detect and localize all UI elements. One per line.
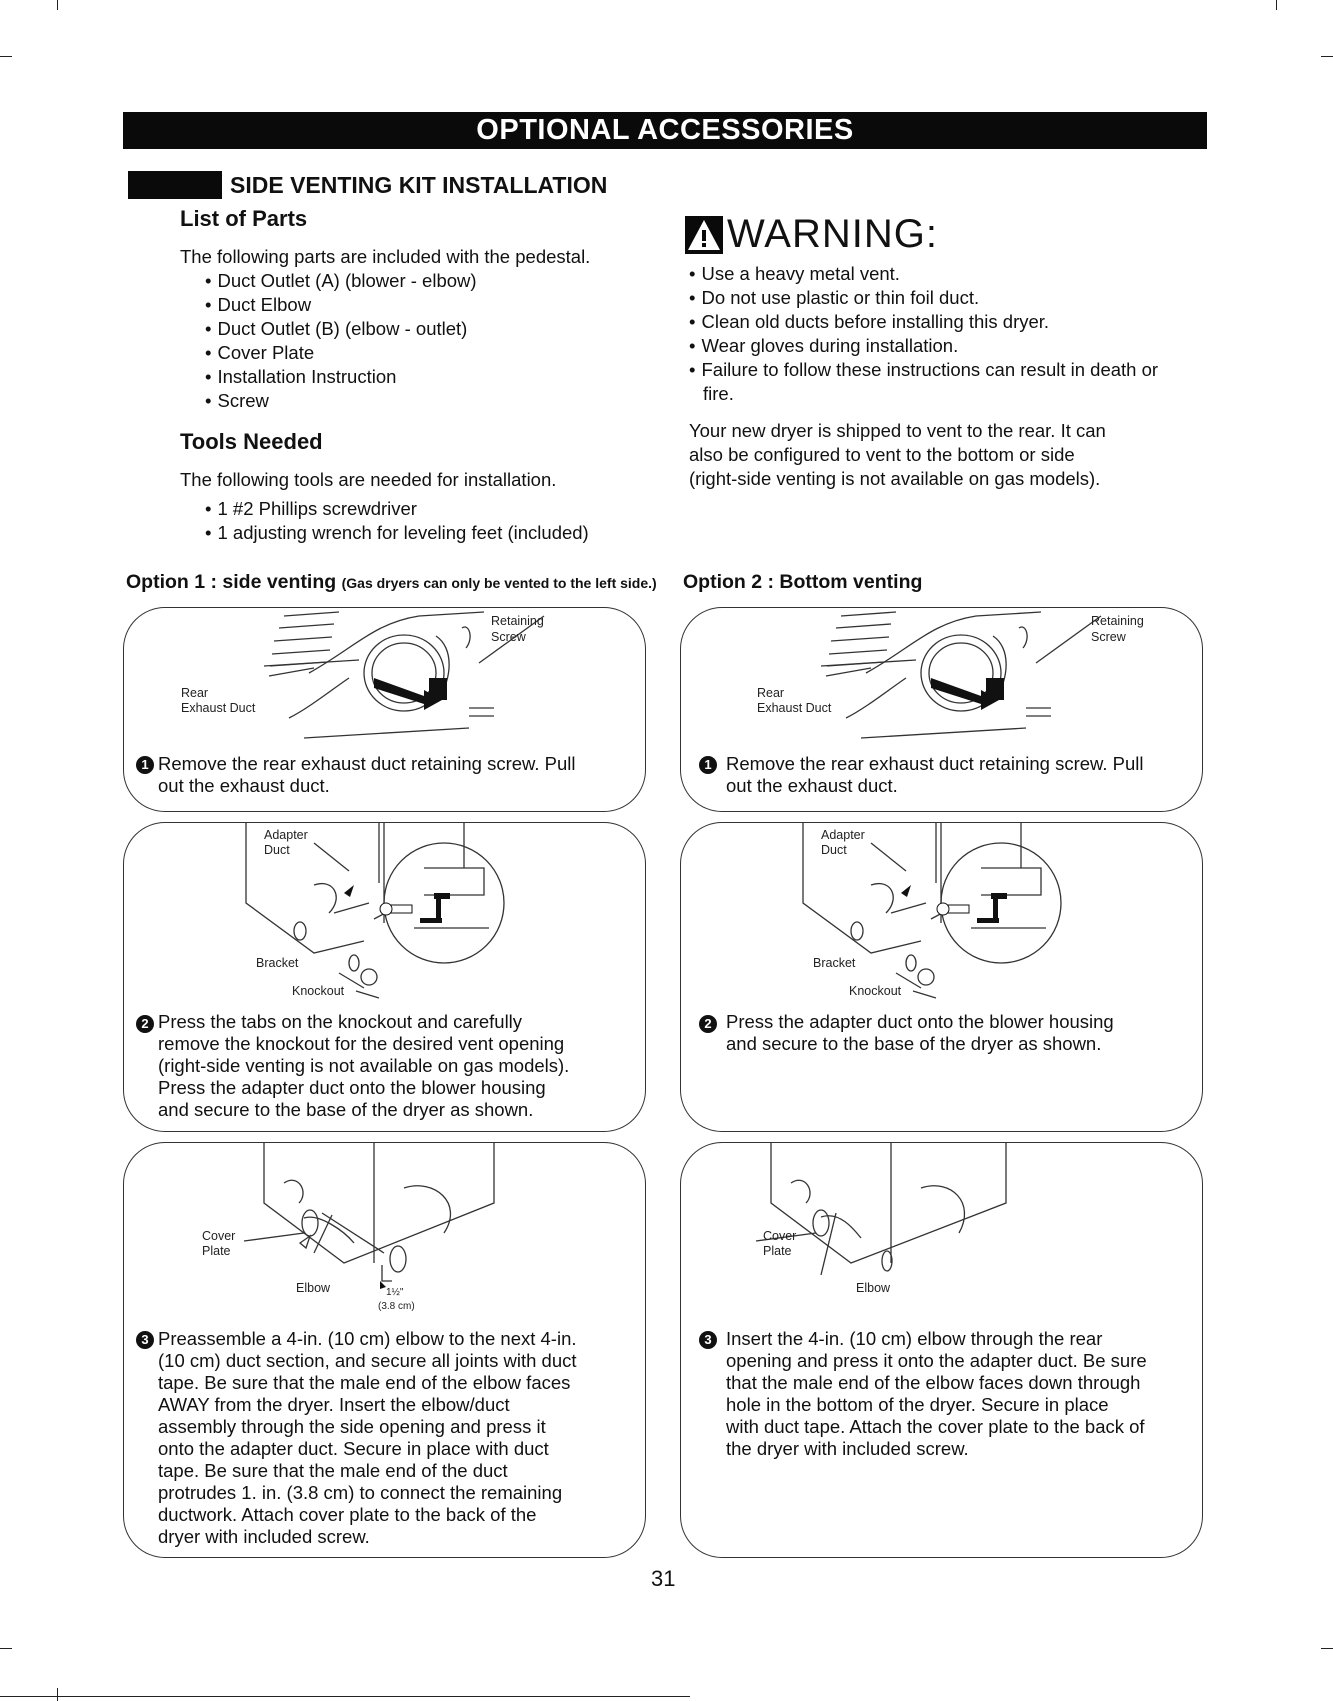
list-item: • Wear gloves during installation. [689,334,1194,358]
bracket-label: Bracket [256,956,299,970]
warning-title [685,212,938,256]
duct-label: Duct [264,843,290,857]
option1-title [126,571,657,594]
warning-note-line: Your new dryer is shipped to vent to the rear. It can [689,420,1106,441]
step-line: tape. Be sure that the male end of the duct [158,1460,508,1481]
cover-label: Cover [202,1229,236,1243]
cover-label: Cover [763,1229,797,1243]
step-line: Insert the 4-in. (10 cm) elbow through the rear [726,1328,1103,1349]
step-line: tape. Be sure that the male end of the elbow faces [158,1372,571,1393]
step-line: ductwork. Attach cover plate to the back of the [158,1504,537,1525]
step-number: 1 [136,756,154,774]
list-item: • 1 adjusting wrench for leveling feet (included) [205,521,589,545]
step-line: onto the adapter duct. Secure in place with duct [158,1438,549,1459]
step-number: 3 [136,1331,154,1349]
option2-step3-panel [680,1142,1203,1558]
step-text [726,1328,1147,1460]
crop-mark [0,1696,690,1697]
exhaust-duct-label: Exhaust Duct [181,701,256,715]
rear-label: Rear [757,686,785,700]
list-item: • Duct Outlet (A) (blower - elbow) [205,269,477,293]
screw-label: Screw [491,630,526,644]
step-line: Remove the rear exhaust duct retaining screw. Pull [158,753,576,774]
step-line: Press the adapter duct onto the blower housing [158,1077,546,1098]
page-number: 31 [651,1566,676,1591]
step-line: opening and press it onto the adapter duct. Be sure [726,1350,1147,1371]
list-item: • Use a heavy metal vent. [689,262,1194,286]
step-line: Press the adapter duct onto the blower housing [726,1011,1114,1032]
tools-heading: Tools Needed [180,429,323,454]
step-line: Preassemble a 4-in. (10 cm) elbow to the next 4-in. [158,1328,577,1349]
list-item: • Duct Outlet (B) (elbow - outlet) [205,317,477,341]
step-line: protrudes 1. in. (3.8 cm) to connect the remaining [158,1482,563,1503]
option1-step2-panel [123,822,646,1132]
duct-label: Duct [821,843,847,857]
warning-note-line: (right-side venting is not available on gas models). [689,468,1101,489]
step-text [726,753,1144,797]
list-item: • Do not use plastic or thin foil duct. [689,286,1194,310]
plate-label: Plate [763,1244,792,1258]
option2-step2-panel [680,822,1203,1132]
step-number: 1 [699,756,717,774]
crop-mark [57,1688,58,1701]
rear-label: Rear [181,686,209,700]
knockout-label: Knockout [849,984,902,998]
section-title-text: SIDE VENTING KIT INSTALLATION [230,172,608,198]
step-text [158,1011,569,1121]
step-text [158,1328,577,1548]
crop-mark [1321,56,1333,57]
parts-intro: The following parts are included with the pedestal. [180,246,591,267]
step-line: the dryer with included screw. [726,1438,969,1459]
warning-note [689,419,1106,491]
step-line: (right-side venting is not available on gas models). [158,1055,570,1076]
tools-intro: The following tools are needed for installation. [180,469,557,490]
parts-list [205,269,477,413]
option1-step3-panel [123,1142,646,1558]
option1-title-text: Option 1 : side venting [126,571,337,593]
crop-mark [0,1648,12,1649]
crop-mark [57,0,58,10]
step-line: assembly through the side opening and press it [158,1416,546,1437]
step-line: (10 cm) duct section, and secure all joints with duct [158,1350,577,1371]
option1-step1-panel [123,607,646,812]
step-line: and secure to the base of the dryer as shown. [158,1099,534,1120]
warning-icon [685,216,723,254]
warning-note-line: also be configured to vent to the bottom or side [689,444,1075,465]
exhaust-duct-label: Exhaust Duct [757,701,832,715]
step-line: and secure to the base of the dryer as shown. [726,1033,1102,1054]
list-item: • 1 #2 Phillips screwdriver [205,497,589,521]
section-marker [128,171,222,199]
retaining-label: Retaining [491,614,544,628]
step-line: AWAY from the dryer. Insert the elbow/duct [158,1394,510,1415]
knockout-label: Knockout [292,984,345,998]
step-line: Press the tabs on the knockout and carefully [158,1011,523,1032]
list-item: • Installation Instruction [205,365,477,389]
step-line: out the exhaust duct. [726,775,898,796]
step-number: 3 [699,1331,717,1349]
dimension-label: 1½" [386,1287,404,1298]
warning-list [689,262,1194,406]
option1-note: (Gas dryers can only be vented to the left side.) [341,575,657,591]
list-item: • Clean old ducts before installing this dryer. [689,310,1194,334]
step-line: that the male end of the elbow faces down through [726,1372,1141,1393]
dimension-metric-label: (3.8 cm) [378,1301,415,1312]
step-line: out the exhaust duct. [158,775,330,796]
option2-step1-panel [680,607,1203,812]
list-item: • Screw [205,389,477,413]
step-number: 2 [136,1015,154,1033]
crop-mark [1276,0,1277,10]
list-item: • Cover Plate [205,341,477,365]
step-line: dryer with included screw. [158,1526,370,1547]
option2-title: Option 2 : Bottom venting [683,571,923,593]
step-text [726,1011,1114,1055]
parts-heading: List of Parts [180,206,308,231]
tools-list [205,497,589,545]
adapter-duct-illustration [681,823,1204,1133]
section-title [128,172,607,201]
bracket-label: Bracket [813,956,856,970]
step-number: 2 [699,1015,717,1033]
warning-title-text: WARNING: [727,212,938,256]
retaining-label: Retaining [1091,614,1144,628]
list-item: • Duct Elbow [205,293,477,317]
elbow-label: Elbow [856,1281,891,1295]
crop-mark [1321,1648,1333,1649]
crop-mark [0,56,12,57]
step-line: Remove the rear exhaust duct retaining screw. Pull [726,753,1144,774]
plate-label: Plate [202,1244,231,1258]
list-item: • Failure to follow these instructions can result in death or fire. [689,358,1194,406]
elbow-label: Elbow [296,1281,331,1295]
step-text [158,753,576,797]
adapter-label: Adapter [821,828,865,842]
adapter-label: Adapter [264,828,308,842]
step-line: remove the knockout for the desired vent opening [158,1033,565,1054]
screw-label: Screw [1091,630,1126,644]
step-line: hole in the bottom of the dryer. Secure in place [726,1394,1109,1415]
section-banner: OPTIONAL ACCESSORIES [123,112,1207,149]
step-line: with duct tape. Attach the cover plate to the back of [726,1416,1145,1437]
